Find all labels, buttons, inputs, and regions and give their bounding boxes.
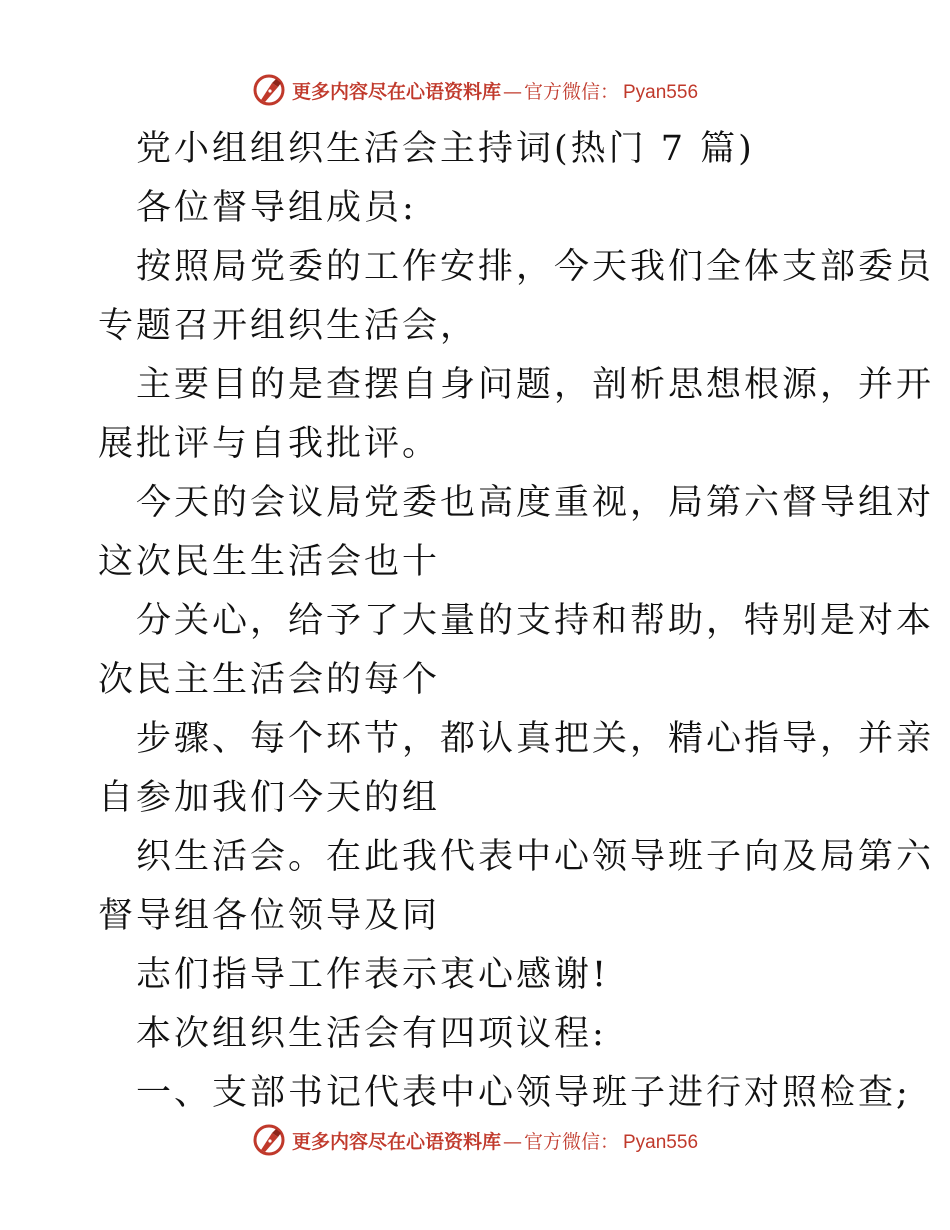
paragraph-line: 织生活会。在此我代表中心领导班子向及局第六 [136, 837, 935, 877]
banner-separator: — [502, 80, 522, 103]
banner-wechat-handle: Pyan556 [623, 1131, 699, 1153]
paragraph-line: 展批评与自我批评。 [98, 424, 441, 464]
paragraph-line: 督导组各位领导及同 [98, 896, 441, 936]
paragraph-line: 本次组织生活会有四项议程: [136, 1014, 607, 1054]
banner-separator: — [502, 1130, 522, 1153]
paragraph-line: 一、支部书记代表中心领导班子进行对照检查; [136, 1073, 911, 1113]
paragraph-line: 志们指导工作表示衷心感谢! [136, 955, 610, 995]
document-body [98, 120, 935, 1123]
footer-banner [0, 1120, 950, 1160]
paragraph-line: 次民主生活会的每个 [98, 660, 441, 700]
banner-wechat-handle: Pyan556 [623, 81, 699, 103]
document-title: 党小组组织生活会主持词(热门 7 篇) [136, 129, 755, 169]
paragraph-line: 各位督导组成员: [136, 188, 417, 228]
banner-brand: 更多内容尽在心语资料库 [291, 1130, 501, 1153]
banner-wechat-label: 官方微信： [523, 1130, 619, 1153]
banner-wechat-label: 官方微信： [523, 80, 619, 103]
paragraph-line: 按照局党委的工作安排，今天我们全体支部委员 [136, 247, 935, 287]
paragraph-line: 专题召开组织生活会， [98, 306, 479, 346]
header-banner [0, 70, 950, 110]
paragraph-line: 自参加我们今天的组 [98, 778, 441, 818]
paragraph-line: 今天的会议局党委也高度重视，局第六督导组对 [136, 483, 935, 523]
paragraph-line: 分关心，给予了大量的支持和帮助，特别是对本 [136, 601, 935, 641]
paragraph-line: 步骤、每个环节，都认真把关，精心指导，并亲 [136, 719, 935, 759]
paragraph-line: 这次民生生活会也十 [98, 542, 441, 582]
pen-nib-logo-icon [252, 1123, 286, 1157]
paragraph-line: 主要目的是查摆自身问题，剖析思想根源，并开 [136, 365, 935, 405]
banner-brand: 更多内容尽在心语资料库 [291, 80, 501, 103]
banner-text [292, 77, 698, 104]
banner-text [292, 1127, 698, 1154]
pen-nib-logo-icon [252, 73, 286, 107]
